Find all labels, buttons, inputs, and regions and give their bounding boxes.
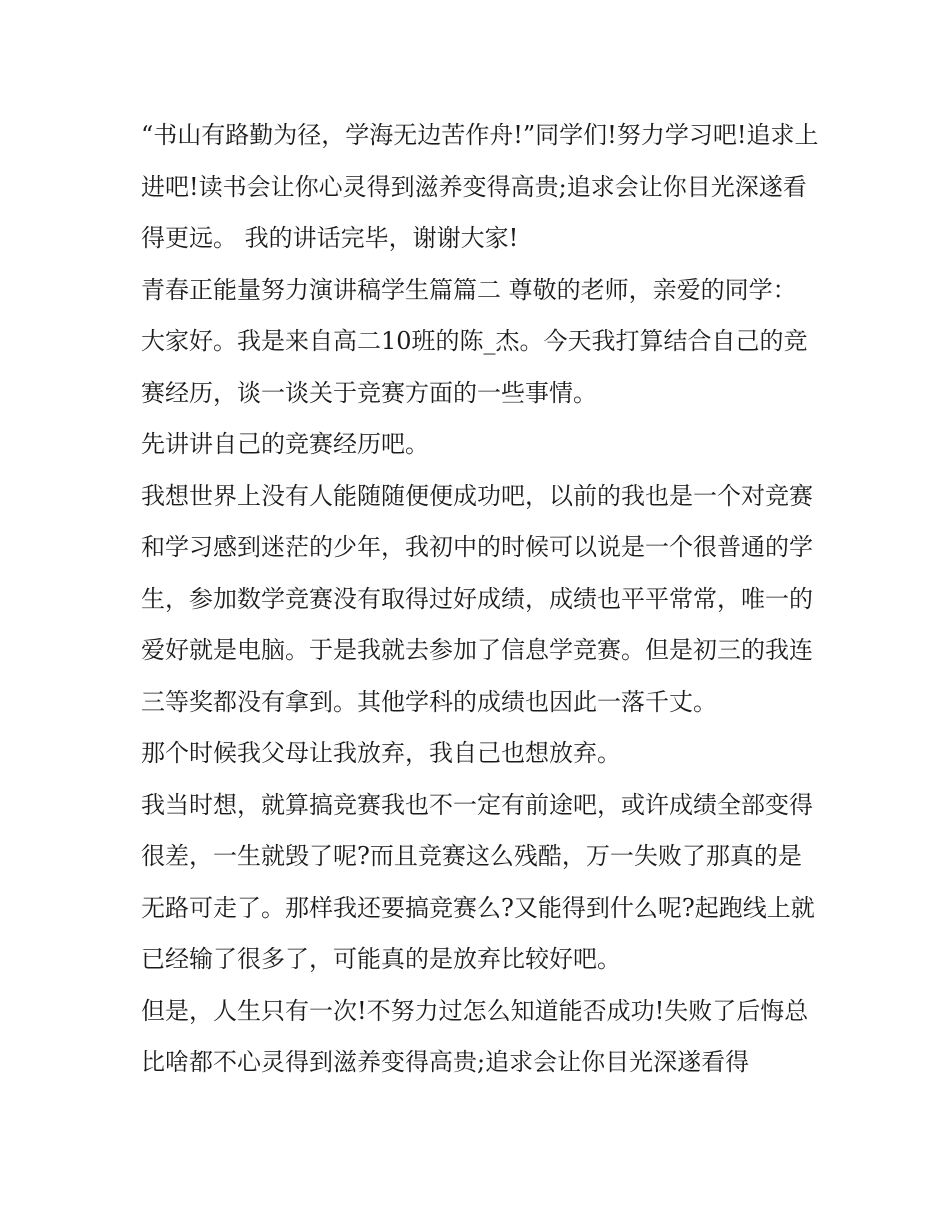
paragraph-competition-intro: 先讲讲自己的竞赛经历吧。 xyxy=(141,430,429,458)
paragraph-one-life: 但是，人生只有一次!不努力过怎么知道能否成功!失败了后悔总比啥都不心灵得到滋养变得高贵;追求会让你目光深遂看得 xyxy=(141,996,809,1076)
paragraph-competition-history: 我想世界上没有人能随随便便成功吧，以前的我也是一个对竞赛和学习感到迷茫的少年，我初中的时候可以说是一个很普通的学生，参加数学竞赛没有取得过好成绩，成绩也平平常常，唯一的爱好就是电脑。于是我就去参加了信息学竞赛。但是初三的我连三等奖都没有拿到。其他学科的成绩也因此一落千丈。 xyxy=(141,481,813,716)
document-body xyxy=(141,110,821,1089)
paragraph-closing-quote: “书山有路勤为径，学海无边苦作舟!”同学们!努力学习吧!追求上进吧!读书会让你心灵得到滋养变得高贵;追求会让你目光深遂看得更远。 我的讲话完毕，谢谢大家! xyxy=(141,121,819,252)
paragraph-speech-two-intro: 青春正能量努力演讲稿学生篇篇二 尊敬的老师，亲爱的同学： 大家好。我是来自高二10班的陈_杰。今天我打算结合自己的竞赛经历，谈一谈关于竞赛方面的一些事情。 xyxy=(141,275,808,407)
paragraph-parents-give-up: 那个时候我父母让我放弃，我自己也想放弃。 xyxy=(141,739,621,767)
paragraph-doubts: 我当时想，就算搞竞赛我也不一定有前途吧，或许成绩全部变得很差，一生就毁了呢?而且竞赛这么残酷，万一失败了那真的是无路可走了。那样我还要搞竞赛么?又能得到什么呢?起跑线上就已经输了很多了，可能真的是放弃比较好吧。 xyxy=(141,790,815,973)
